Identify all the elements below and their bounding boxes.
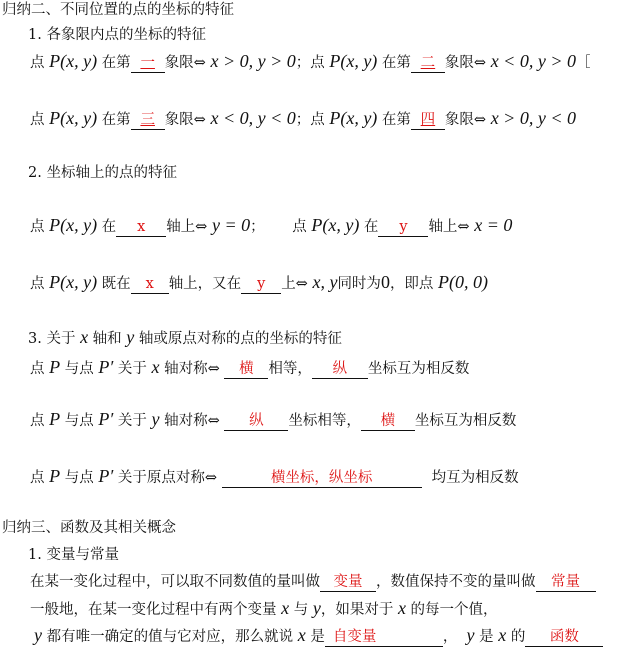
condition: x < 0, y > 0	[490, 51, 576, 71]
var: P	[49, 466, 61, 486]
symmetry-origin-line	[30, 466, 519, 488]
section-2-title	[2, 0, 234, 20]
zero: 0	[380, 272, 390, 292]
text: ；点	[295, 112, 330, 128]
answer: 横	[239, 361, 254, 377]
section-2-title-text: 归纳二、不同位置的点的坐标的特征	[2, 2, 234, 18]
answer: 变量	[333, 574, 363, 590]
text: 轴对称⇔	[159, 413, 225, 429]
answer: y	[257, 276, 266, 292]
text: 轴上⇔	[166, 219, 212, 235]
blank-quadrant-3	[131, 111, 165, 130]
condition: y = 0	[211, 215, 251, 235]
var: x	[297, 625, 306, 645]
text: 相等，	[268, 361, 312, 377]
text: 点	[30, 470, 50, 486]
point-expr: P(x, y)	[49, 215, 98, 235]
blank-y-sym-2	[361, 412, 415, 431]
axis-line-1	[30, 215, 512, 237]
text: 与点	[60, 470, 99, 486]
point-expr: P(x, y)	[329, 51, 378, 71]
answer: 一	[140, 55, 155, 71]
blank-constant	[536, 573, 596, 592]
blank-x-sym-2	[312, 360, 368, 379]
blank-x-axis	[116, 218, 166, 237]
text: 点	[30, 361, 50, 377]
text: 均互为相反数	[431, 470, 519, 486]
text: 点	[30, 413, 50, 429]
subsection-2-2-title	[28, 163, 177, 183]
text: 与点	[60, 413, 99, 429]
text: 在	[359, 219, 379, 235]
text: 上⇔	[281, 276, 313, 292]
origin-point: P(0, 0)	[438, 272, 489, 292]
answer: 常量	[551, 574, 580, 590]
section-3-title	[2, 518, 176, 538]
blank-quadrant-1	[131, 54, 165, 73]
blank-y-sym-1	[224, 412, 288, 431]
text: 点	[30, 55, 50, 71]
text: 轴或原点对称的点的坐标的特征	[134, 331, 342, 347]
text: 的	[506, 629, 526, 645]
text: 在第	[377, 55, 411, 71]
var: x	[151, 357, 160, 377]
blank-quadrant-4	[411, 111, 445, 130]
point-expr: P(x, y)	[49, 51, 98, 71]
text: ，数值保持不变的量叫做	[376, 574, 536, 590]
answer: y	[399, 219, 408, 235]
subsection-3-1-title	[28, 545, 119, 565]
text: ，	[442, 629, 467, 645]
subsection-2-2-title-text: 2. 坐标轴上的点的特征	[28, 165, 177, 181]
answer: 纵	[249, 413, 264, 429]
text: 是	[474, 629, 499, 645]
condition: x < 0, y < 0	[210, 108, 296, 128]
point-expr: P(x, y)	[311, 215, 360, 235]
text: 象限⇔	[164, 112, 211, 128]
var: x	[498, 625, 507, 645]
answer: 二	[420, 55, 436, 71]
text: 轴和	[88, 331, 127, 347]
var: y	[312, 598, 321, 618]
text: 轴上，又在	[168, 276, 242, 292]
condition: x = 0	[474, 215, 513, 235]
blank-both-y	[241, 275, 281, 294]
function-definition-line-2	[34, 625, 603, 647]
var: y	[466, 625, 475, 645]
text: 是	[305, 629, 325, 645]
condition: x > 0, y < 0	[490, 108, 576, 128]
text: 在某一变化过程中，可以取不同数值的量叫做	[30, 574, 320, 590]
blank-independent-var	[325, 628, 443, 647]
subsection-2-1-title	[28, 25, 206, 45]
quadrant-line-1	[30, 51, 590, 73]
symmetry-y-line	[30, 409, 516, 431]
symmetry-x-line	[30, 357, 469, 379]
text: 同时为	[337, 276, 381, 292]
blank-quadrant-2	[411, 54, 445, 73]
var: P	[49, 357, 61, 377]
blank-origin-sym	[222, 469, 422, 488]
text: 坐标相等，	[288, 413, 361, 429]
quadrant-line-2	[30, 108, 576, 130]
section-3-title-text: 归纳三、函数及其相关概念	[2, 520, 176, 536]
var: P′	[98, 357, 114, 377]
answer: x	[137, 219, 146, 235]
text: 3. 关于	[28, 331, 81, 347]
text: 的每一个值，	[405, 602, 498, 618]
text: 既在	[97, 276, 131, 292]
vars: x, y	[312, 272, 338, 292]
answer: 横	[380, 413, 396, 429]
answer: 自变量	[332, 629, 377, 645]
var: y	[151, 409, 160, 429]
text: 都有唯一确定的值与它对应，那么就说	[42, 629, 298, 645]
function-definition-line-1	[30, 598, 498, 620]
axis-line-2	[30, 272, 488, 294]
text: 坐标互为相反数	[367, 361, 470, 377]
point-expr: P(x, y)	[49, 272, 98, 292]
text: 点	[30, 219, 50, 235]
text: ；点	[295, 55, 330, 71]
blank-y-axis	[378, 218, 428, 237]
var: y	[126, 327, 135, 347]
text: 关于	[113, 413, 152, 429]
text: 在第	[377, 112, 411, 128]
text: 关于	[113, 361, 152, 377]
text: 轴对称⇔	[159, 361, 225, 377]
subsection-2-3-title	[28, 327, 342, 349]
subsection-3-1-title-text: 1. 变量与常量	[28, 547, 119, 563]
answer: 纵	[332, 361, 348, 377]
subsection-2-1-title-text: 1. 各象限内点的坐标的特征	[28, 27, 206, 43]
text: 在	[97, 219, 117, 235]
answer: 三	[140, 112, 155, 128]
answer: 函数	[549, 629, 579, 645]
point-expr: P(x, y)	[49, 108, 98, 128]
answer: x	[145, 276, 154, 292]
text: 象限⇔	[444, 55, 491, 71]
text: 坐标互为相反数	[414, 413, 517, 429]
text: 点	[30, 276, 50, 292]
text: 一般地，在某一变化过程中有两个变量	[30, 602, 282, 618]
condition: x > 0, y > 0	[210, 51, 296, 71]
answer: 四	[420, 112, 436, 128]
text: ，如果对于	[320, 602, 398, 618]
blank-x-sym-1	[224, 360, 268, 379]
answer: 横坐标，纵坐标	[270, 470, 373, 486]
var: P	[49, 409, 61, 429]
text: 在第	[97, 112, 131, 128]
text: 轴上⇔	[428, 219, 475, 235]
text: 与	[289, 602, 313, 618]
text: ； 点	[250, 219, 312, 235]
var: x	[281, 598, 290, 618]
text: 象限⇔	[164, 55, 211, 71]
var: y	[34, 625, 42, 645]
text: 象限⇔	[444, 112, 491, 128]
blank-both-x	[131, 275, 169, 294]
var: P′	[98, 466, 114, 486]
var: P′	[98, 409, 114, 429]
var: x	[397, 598, 406, 618]
var: x	[80, 327, 89, 347]
text: 点	[30, 112, 50, 128]
text: 在第	[97, 55, 131, 71]
blank-variable	[320, 573, 376, 592]
text: ，即点	[389, 276, 439, 292]
text: 与点	[60, 361, 99, 377]
blank-function	[525, 628, 603, 647]
variable-definition-line	[30, 572, 596, 592]
text: ［	[575, 55, 591, 71]
text: 关于原点对称⇔	[113, 470, 222, 486]
point-expr: P(x, y)	[329, 108, 378, 128]
